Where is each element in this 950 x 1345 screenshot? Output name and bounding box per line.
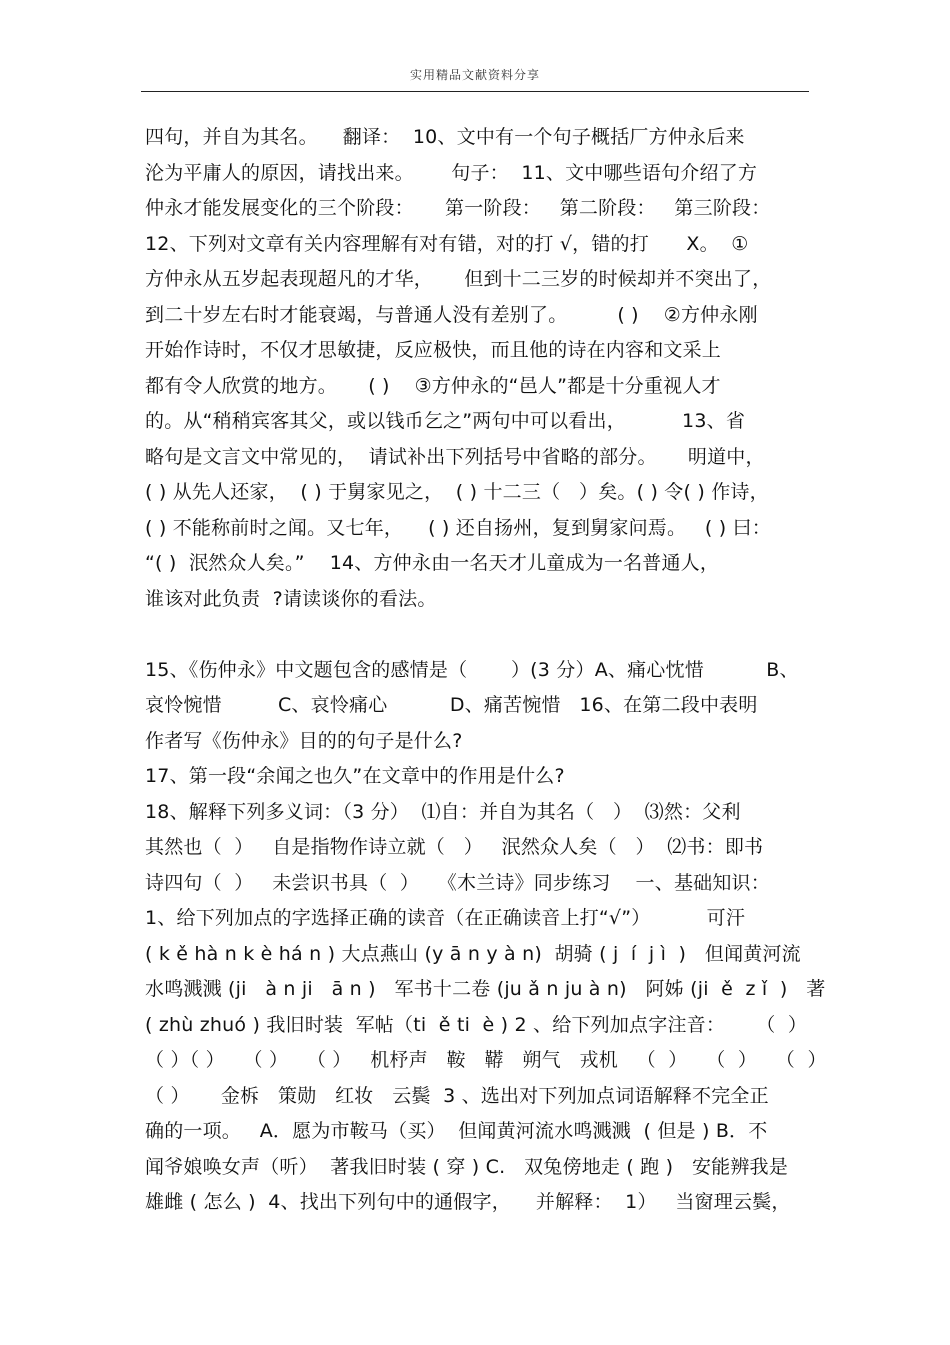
- text-line: 水鸣溅溅 (ji à n ji ā n ) 军书十二卷 (ju ǎ n ju à n) 阿姊 (ji ě z ǐ ) 著: [145, 978, 826, 1000]
- text-line: 15、《伤仲永》中文题包含的感情是（ ）(3 分）A、痛心忱惜 B、: [145, 658, 799, 681]
- text-line: 都有令人欣赏的地方。 ( ) ③方仲永的“邑人”都是十分重视人才: [145, 374, 721, 397]
- text-line: 到二十岁左右时才能衰竭，与普通人没有差别了。 ( ) ②方仲永刚: [145, 303, 758, 326]
- text-line: 四句，并自为其名。 翻译： 10、文中有一个句子概括厂方仲永后来: [145, 126, 745, 148]
- text-line: ( zhù zhuó ) 我旧时装 军帖（ti ě ti è ) 2 、给下列加点字注音： （ ）: [145, 1013, 808, 1036]
- text-line: 方仲永从五岁起表现超凡的才华， 但到十二三岁的时候却并不突出了，: [145, 268, 772, 290]
- paragraph-gap: [145, 617, 865, 653]
- text-line: 12、下列对文章有关内容理解有对有错，对的打 √，错的打 X。 ①: [145, 232, 749, 255]
- text-line: 雄雌 ( 怎么 ) 4、找出下列句中的通假字， 并解释： 1） 当窗理云鬓，: [145, 1191, 791, 1213]
- text-line: 开始作诗时，不仅才思敏捷，反应极快，而且他的诗在内容和文采上: [145, 339, 722, 361]
- header-divider: [141, 91, 809, 92]
- text-line: ( k ě hà n k è há n ) 大点燕山 (y ā n y à n) 胡骑 ( j í j ì ) 但闻黄河流: [145, 942, 801, 965]
- text-line: “( ) 泯然众人矣。” 14、方仲永由一名天才儿童成为一名普通人，: [145, 552, 720, 574]
- text-line: 诗四句（ ） 未尝识书具（ ） 《木兰诗》同步练习 一、基础知识：: [145, 871, 770, 894]
- text-line: 1、给下列加点的字选择正确的读音（在正确读音上打“√”） 可汗: [145, 907, 746, 929]
- text-line: ( ) 不能称前时之闻。又七年， ( ) 还自扬州，复到舅家问焉。 ( ) 曰：: [145, 516, 771, 539]
- text-line: （ ）（ ） （ ） （ ） 机杼声 鞍 鞯 朔气 戎机 （ ） （ ） （ ）: [145, 1049, 827, 1071]
- text-line: 闻爷娘唤女声（听） 著我旧时装 ( 穿 ) C. 双兔傍地走 ( 跑 ) 安能辨我是: [145, 1155, 788, 1178]
- text-line: 其然也（ ） 自是指物作诗立就（ ） 泯然众人矣（ ） ⑵书：即书: [145, 836, 764, 858]
- text-line: 作者写《伤仲永》目的的句子是什么?: [145, 729, 463, 752]
- text-line: 17、第一段“余闻之也久”在文章中的作用是什么?: [145, 765, 565, 787]
- text-line: 沦为平庸人的原因，请找出来。 句子： 11、文中哪些语句介绍了方: [145, 161, 758, 184]
- text-line: 的。从“稍稍宾客其父，或以钱币乞之”两句中可以看出， 13、省: [145, 410, 746, 432]
- text-line: 18、解释下列多义词：（3 分） ⑴自：并自为其名（ ） ⑶然：父利: [145, 800, 741, 823]
- document-body: [145, 120, 865, 1221]
- text-line: 确的一项。 A．愿为市鞍马（买） 但闻黄河流水鸣溅溅 ( 但是 ) B．不: [145, 1120, 768, 1142]
- text-line: ( ) 从先人还家， ( ) 于舅家见之， ( ) 十二三（ ）矣。( ) 令( ) 作诗，: [145, 481, 769, 503]
- text-line: 略句是文言文中常见的， 请试补出下列括号中省略的部分。 明道中，: [145, 445, 765, 468]
- text-line: 仲永才能发展变化的三个阶段： 第一阶段： 第二阶段： 第三阶段：: [145, 197, 771, 219]
- text-line: （ ） 金柝 策勋 红妆 云鬓 3 、选出对下列加点词语解释不完全正: [145, 1084, 769, 1107]
- text-line: 谁该对此负责 ?请读谈你的看法。: [145, 587, 437, 610]
- text-line: 哀怜惋惜 C、哀怜痛心 D、痛苦惋惜 16、在第二段中表明: [145, 694, 758, 716]
- page-header: 实用精品文献资料分享: [409, 68, 540, 82]
